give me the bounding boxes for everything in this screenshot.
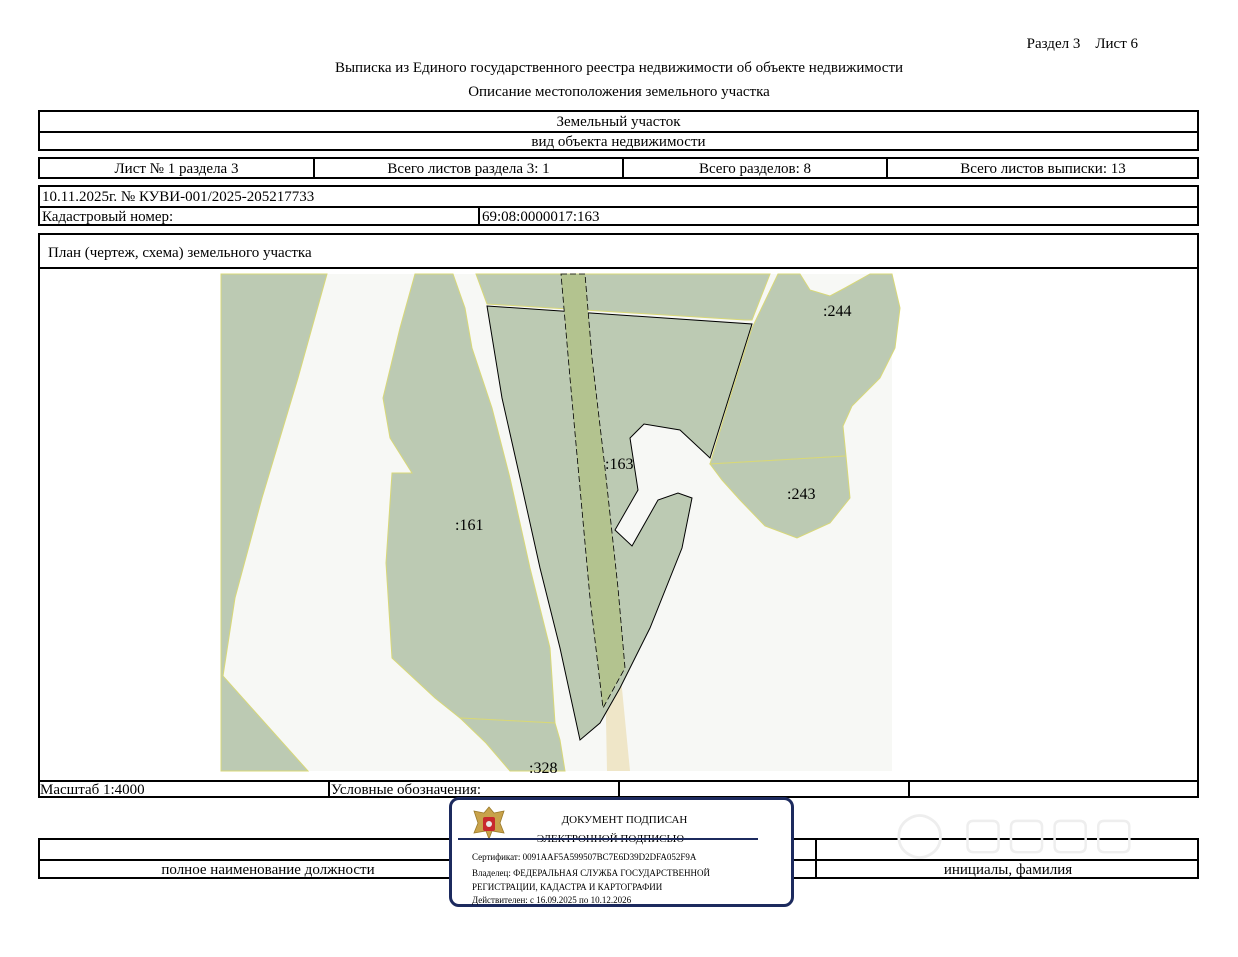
date-number: 10.11.2025г. № КУВИ-001/2025-205217733 <box>42 189 315 205</box>
total-sections: Всего разделов: 8 <box>698 161 812 177</box>
cadastral-label: Кадастровый номер: <box>42 209 174 225</box>
label-161: :161 <box>455 517 484 534</box>
divider <box>40 206 1197 208</box>
stamp-valid: Действителен: с 16.09.2025 по 10.12.2026 <box>472 895 632 905</box>
divider <box>328 780 330 798</box>
label-244: :244 <box>823 303 852 320</box>
section-sheet-label: Раздел 3 Лист 6 <box>1026 36 1138 52</box>
name-caption: инициалы, фамилия <box>943 862 1073 878</box>
stamp-owner-2: РЕГИСТРАЦИИ, КАДАСТРА И КАРТОГРАФИИ <box>472 882 663 892</box>
label-243: :243 <box>787 486 816 503</box>
document-subtitle: Описание местоположения земельного участка <box>468 84 770 100</box>
divider <box>618 780 620 798</box>
legend-label: Условные обозначения: <box>331 782 482 798</box>
digital-signature-stamp <box>449 797 794 907</box>
sheets-in-section: Всего листов раздела 3: 1 <box>387 161 550 177</box>
doc-info-box <box>38 185 1199 226</box>
total-sheets: Всего листов выписки: 13 <box>960 161 1126 177</box>
document-title: Выписка из Единого государственного реестра недвижимости об объекте недвижимости <box>334 60 904 76</box>
watermark-logo: ◯ ▢▢▢▢ <box>895 808 1137 859</box>
object-type: Земельный участок <box>556 114 681 130</box>
scale-label: Масштаб 1:4000 <box>40 782 145 798</box>
divider <box>908 780 910 798</box>
object-type-box <box>38 110 1199 151</box>
cadastral-number: 69:08:0000017:163 <box>482 209 600 225</box>
sheet-number: Лист № 1 раздела 3 <box>114 161 239 177</box>
sheets-row <box>38 157 1199 179</box>
object-type-caption: вид объекта недвижимости <box>531 134 706 150</box>
divider <box>478 206 480 226</box>
stamp-divider <box>458 838 758 840</box>
divider <box>40 131 1197 133</box>
plan-title: План (чертеж, схема) земельного участка <box>48 245 312 261</box>
cadastral-map <box>40 268 1197 778</box>
stamp-line-1: ДОКУМЕНТ ПОДПИСАН <box>561 814 688 826</box>
label-328: :328 <box>529 760 558 777</box>
label-163: :163 <box>605 456 634 473</box>
stamp-certificate: Сертификат: 0091AAF5A599507BC7E6D39D2DFA052F9A <box>472 852 697 862</box>
stamp-owner-1: Владелец: ФЕДЕРАЛЬНАЯ СЛУЖБА ГОСУДАРСТВЕННОЙ <box>472 868 711 878</box>
position-caption: полное наименование должности <box>161 862 375 878</box>
